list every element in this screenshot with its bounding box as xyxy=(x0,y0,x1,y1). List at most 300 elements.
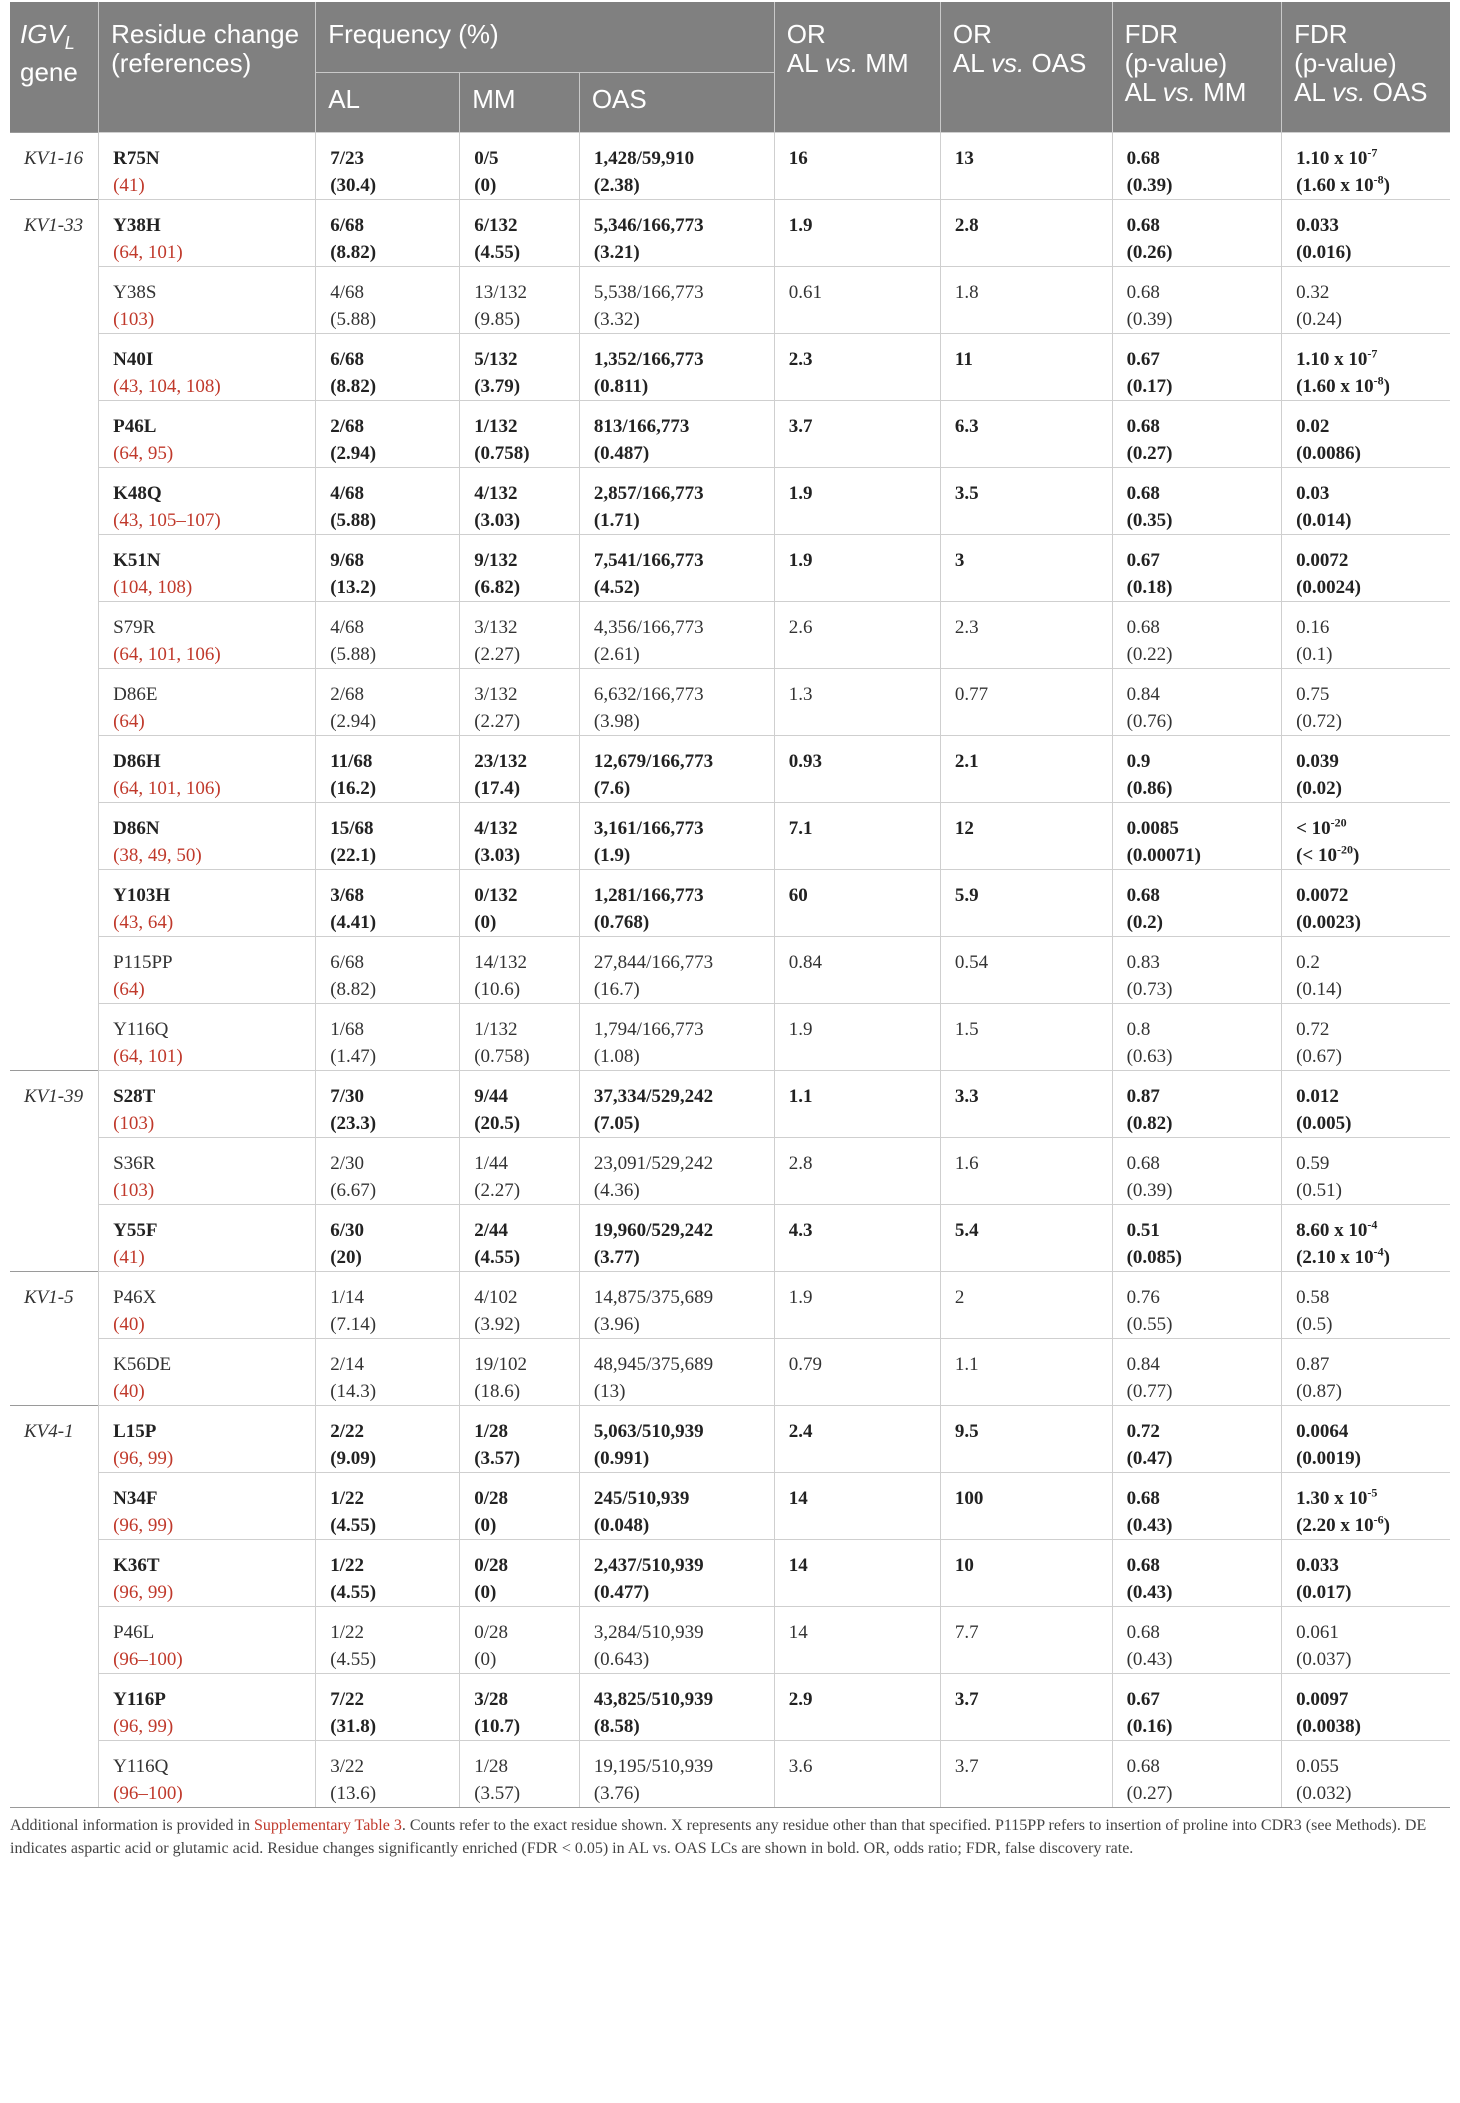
freq-mm: 3/132 xyxy=(474,684,518,705)
residue-refs[interactable]: (40) xyxy=(113,1314,145,1335)
or-al-oas-cell xyxy=(940,1004,1112,1071)
pvalue-al-oas: (0.0019) xyxy=(1296,1448,1361,1469)
or-al-mm-cell xyxy=(774,870,940,937)
freq-mm: 23/132 xyxy=(474,751,527,772)
residue-refs[interactable]: (64, 101, 106) xyxy=(113,644,221,665)
residue-refs[interactable]: (64, 101) xyxy=(113,242,183,263)
residue-change-table xyxy=(10,2,1450,1807)
fdr-al-oas: 0.0097 xyxy=(1296,1689,1349,1710)
freq-oas-pct: (3.77) xyxy=(593,1247,640,1268)
or-al-oas: 5.4 xyxy=(954,1220,979,1241)
pvalue-al-mm: (0.35) xyxy=(1126,510,1173,531)
freq-oas-cell xyxy=(579,1205,774,1272)
or-al-oas: 10 xyxy=(954,1555,974,1576)
freq-al-pct: (2.94) xyxy=(330,443,377,464)
pvalue-al-oas: (< $10^{-20}$) xyxy=(1296,842,1360,866)
residue-change-cell xyxy=(99,200,316,267)
table-row xyxy=(10,1607,1450,1674)
residue-change: Y116Q xyxy=(113,1756,169,1777)
freq-mm: 0/28 xyxy=(474,1488,508,1509)
or-al-oas: 6.3 xyxy=(954,416,979,437)
fdr-al-oas-cell xyxy=(1282,1138,1450,1205)
fdr-al-mm-cell xyxy=(1112,736,1281,803)
table-row xyxy=(10,736,1450,803)
fdr-al-oas-cell xyxy=(1282,1674,1450,1741)
fdr-al-oas-cell xyxy=(1282,334,1450,401)
residue-change: P46L xyxy=(113,1622,155,1643)
fdr-al-oas-cell xyxy=(1282,535,1450,602)
or-al-oas-cell xyxy=(940,1406,1112,1473)
freq-mm-pct: (3.03) xyxy=(474,510,521,531)
freq-al-cell xyxy=(316,1473,460,1540)
residue-refs[interactable]: (43, 64) xyxy=(113,912,174,933)
freq-mm-pct: (2.27) xyxy=(474,1180,521,1201)
gene-cell: KV1-5 xyxy=(10,1272,99,1339)
residue-change-cell xyxy=(99,1741,316,1808)
fdr-al-mm: 0.51 xyxy=(1126,1220,1160,1241)
fdr-al-oas-cell xyxy=(1282,133,1450,200)
freq-oas-pct: (3.76) xyxy=(593,1783,640,1804)
freq-oas-cell xyxy=(579,535,774,602)
or-al-mm: 14 xyxy=(788,1555,808,1576)
residue-change-cell xyxy=(99,669,316,736)
residue-change: R75N xyxy=(113,148,160,169)
freq-oas-cell xyxy=(579,1674,774,1741)
fdr-al-oas-cell xyxy=(1282,736,1450,803)
or-al-oas: 2.8 xyxy=(954,215,979,236)
table-footnote xyxy=(10,1807,1450,1860)
freq-al-cell xyxy=(316,334,460,401)
residue-refs[interactable]: (96, 99) xyxy=(113,1582,174,1603)
freq-al-pct: (6.67) xyxy=(330,1180,377,1201)
freq-al: 9/68 xyxy=(330,550,364,571)
gene-cell xyxy=(10,1004,99,1071)
pvalue-al-oas: (0.72) xyxy=(1296,711,1342,732)
freq-oas-cell xyxy=(579,1741,774,1808)
fdr-al-oas-cell xyxy=(1282,401,1450,468)
freq-oas-pct: (3.98) xyxy=(593,711,640,732)
freq-al: 2/30 xyxy=(330,1153,364,1174)
residue-change-cell xyxy=(99,1607,316,1674)
residue-change: D86N xyxy=(113,818,160,839)
freq-mm-cell xyxy=(460,736,580,803)
fdr-al-mm-cell xyxy=(1112,200,1281,267)
residue-refs[interactable]: (64, 101, 106) xyxy=(113,778,221,799)
or-al-mm-cell xyxy=(774,1741,940,1808)
or-al-oas-cell xyxy=(940,1071,1112,1138)
freq-oas-pct: (0.643) xyxy=(593,1649,650,1670)
gene-cell xyxy=(10,1138,99,1205)
residue-refs[interactable]: (43, 104, 108) xyxy=(113,376,221,397)
residue-refs[interactable]: (43, 105–107) xyxy=(113,510,221,531)
or-al-mm-cell xyxy=(774,200,940,267)
freq-al-cell xyxy=(316,736,460,803)
freq-oas: 1,428/59,910 xyxy=(593,148,695,169)
freq-al-cell xyxy=(316,1004,460,1071)
residue-change-cell xyxy=(99,334,316,401)
fdr-al-oas-cell xyxy=(1282,937,1450,1004)
freq-mm-cell xyxy=(460,468,580,535)
gene-cell xyxy=(10,1674,99,1741)
fdr-al-mm-cell xyxy=(1112,803,1281,870)
residue-change-cell xyxy=(99,1272,316,1339)
or-al-mm-cell xyxy=(774,1339,940,1406)
freq-al-pct: (13.6) xyxy=(330,1783,377,1804)
freq-al: 11/68 xyxy=(330,751,373,772)
freq-al-cell xyxy=(316,401,460,468)
fdr-al-oas: 8.60 x $10^{-4}$ xyxy=(1296,1217,1378,1241)
freq-mm-pct: (2.27) xyxy=(474,711,521,732)
or-al-oas-cell xyxy=(940,870,1112,937)
pvalue-al-mm: (0.86) xyxy=(1126,778,1173,799)
gene-cell xyxy=(10,669,99,736)
residue-refs[interactable]: (64, 101) xyxy=(113,1046,183,1067)
fdr-al-oas: 1.10 x $10^{-7}$ xyxy=(1296,346,1378,370)
fdr-al-oas-cell xyxy=(1282,1741,1450,1808)
fdr-al-oas: 0.58 xyxy=(1296,1287,1330,1308)
freq-mm: 9/132 xyxy=(474,550,518,571)
fdr-al-mm: 0.0085 xyxy=(1126,818,1179,839)
freq-mm-pct: (10.7) xyxy=(474,1716,521,1737)
residue-refs[interactable]: (96, 99) xyxy=(113,1448,174,1469)
fdr-al-oas-cell xyxy=(1282,669,1450,736)
table-row xyxy=(10,937,1450,1004)
freq-al: 2/14 xyxy=(330,1354,364,1375)
or-al-oas-cell xyxy=(940,200,1112,267)
pvalue-al-mm: (0.39) xyxy=(1126,1180,1173,1201)
table-row xyxy=(10,1540,1450,1607)
fdr-al-mm: 0.87 xyxy=(1126,1086,1160,1107)
freq-oas-cell xyxy=(579,468,774,535)
or-al-mm: 4.3 xyxy=(788,1220,813,1241)
residue-change-cell xyxy=(99,1339,316,1406)
or-al-mm: 2.9 xyxy=(788,1689,813,1710)
freq-mm-cell xyxy=(460,1205,580,1272)
header-oas: OAS xyxy=(579,73,774,133)
pvalue-al-mm: (0.22) xyxy=(1126,644,1173,665)
residue-change: P46L xyxy=(113,416,157,437)
freq-oas-cell xyxy=(579,1071,774,1138)
freq-mm-cell xyxy=(460,937,580,1004)
fdr-al-mm: 0.84 xyxy=(1126,1354,1160,1375)
or-al-oas-cell xyxy=(940,468,1112,535)
fdr-al-mm-cell xyxy=(1112,1741,1281,1808)
freq-al: 4/68 xyxy=(330,282,364,303)
or-al-mm-cell xyxy=(774,468,940,535)
or-al-oas: 3.5 xyxy=(954,483,979,504)
table-row xyxy=(10,1674,1450,1741)
freq-oas-cell xyxy=(579,803,774,870)
residue-change: K51N xyxy=(113,550,161,571)
freq-mm: 6/132 xyxy=(474,215,518,236)
fdr-al-mm: 0.67 xyxy=(1126,550,1160,571)
fdr-al-mm-cell xyxy=(1112,133,1281,200)
freq-mm-cell xyxy=(460,669,580,736)
freq-mm-pct: (0) xyxy=(474,1515,497,1536)
header-fdr-al-oas: FDR (p-value) AL vs. OAS xyxy=(1282,2,1450,133)
table-row xyxy=(10,602,1450,669)
residue-change: Y38S xyxy=(113,282,157,303)
fdr-al-mm-cell xyxy=(1112,401,1281,468)
residue-refs[interactable]: (64) xyxy=(113,979,145,1000)
freq-oas: 4,356/166,773 xyxy=(593,617,704,638)
freq-mm-pct: (3.92) xyxy=(474,1314,521,1335)
fdr-al-oas: 0.012 xyxy=(1296,1086,1339,1107)
or-al-mm: 1.9 xyxy=(788,215,813,236)
pvalue-al-oas: (1.60 x $10^{-8}$) xyxy=(1296,373,1390,397)
or-al-oas-cell xyxy=(940,133,1112,200)
table-row xyxy=(10,1741,1450,1808)
table-row xyxy=(10,669,1450,736)
freq-al-cell xyxy=(316,1674,460,1741)
residue-refs[interactable]: (41) xyxy=(113,1247,145,1268)
freq-oas-cell xyxy=(579,1406,774,1473)
footnote-text-post: . Counts refer to the exact residue shown. X represents any residue other than that specified. P115PP refers to insertion of proline into CDR3 (see Methods). DE indicates aspartic acid or glutamic acid. Residue changes significantly enriched (FDR < 0.05) in AL vs. OAS LCs are shown in bold. OR, odds ratio; FDR, false discovery rate. xyxy=(10,1817,1427,1857)
freq-al-pct: (31.8) xyxy=(330,1716,377,1737)
freq-mm-pct: (0.758) xyxy=(474,443,530,464)
freq-oas-pct: (0.768) xyxy=(593,912,650,933)
fdr-al-oas-cell xyxy=(1282,803,1450,870)
fdr-al-oas: 0.2 xyxy=(1296,952,1320,973)
residue-refs[interactable]: (96–100) xyxy=(113,1783,183,1804)
gene-cell xyxy=(10,1607,99,1674)
freq-al: 7/22 xyxy=(330,1689,364,1710)
freq-oas-cell xyxy=(579,669,774,736)
fdr-al-oas-cell xyxy=(1282,602,1450,669)
residue-change-cell xyxy=(99,803,316,870)
gene-cell xyxy=(10,468,99,535)
freq-oas-pct: (3.32) xyxy=(593,309,640,330)
or-al-mm: 14 xyxy=(788,1622,808,1643)
residue-change-cell xyxy=(99,870,316,937)
residue-change: Y103H xyxy=(113,885,171,906)
freq-al-cell xyxy=(316,937,460,1004)
freq-mm-cell xyxy=(460,401,580,468)
fdr-al-mm-cell xyxy=(1112,468,1281,535)
residue-change: N34F xyxy=(113,1488,158,1509)
fdr-al-oas: 1.10 x $10^{-7}$ xyxy=(1296,145,1378,169)
or-al-mm: 2.4 xyxy=(788,1421,813,1442)
fdr-al-mm-cell xyxy=(1112,1674,1281,1741)
or-al-mm: 16 xyxy=(788,148,808,169)
freq-al: 1/14 xyxy=(330,1287,364,1308)
residue-refs[interactable]: (103) xyxy=(113,1180,155,1201)
supplementary-table-link[interactable]: Supplementary Table 3 xyxy=(253,1817,402,1834)
fdr-al-mm-cell xyxy=(1112,1607,1281,1674)
fdr-al-mm: 0.72 xyxy=(1126,1421,1160,1442)
residue-refs[interactable]: (104, 108) xyxy=(113,577,193,598)
pvalue-al-oas: (0.0038) xyxy=(1296,1716,1361,1737)
or-al-oas-cell xyxy=(940,1473,1112,1540)
freq-mm-pct: (17.4) xyxy=(474,778,521,799)
freq-oas-cell xyxy=(579,1339,774,1406)
pvalue-al-oas: (0.0086) xyxy=(1296,443,1361,464)
or-al-oas: 0.77 xyxy=(954,684,989,705)
residue-change-cell xyxy=(99,1004,316,1071)
freq-mm-cell xyxy=(460,267,580,334)
freq-mm-pct: (3.57) xyxy=(474,1783,521,1804)
fdr-al-oas: 0.16 xyxy=(1296,617,1330,638)
freq-al: 7/23 xyxy=(330,148,364,169)
freq-al-cell xyxy=(316,1138,460,1205)
freq-mm: 0/5 xyxy=(474,148,499,169)
header-or-al-mm: OR AL vs. MM xyxy=(774,2,940,133)
pvalue-al-mm: (0.27) xyxy=(1126,443,1173,464)
or-al-oas: 7.7 xyxy=(954,1622,979,1643)
or-al-mm: 2.8 xyxy=(788,1153,813,1174)
header-fdr-al-mm: FDR (p-value) AL vs. MM xyxy=(1112,2,1281,133)
fdr-al-mm: 0.68 xyxy=(1126,483,1160,504)
freq-al-cell xyxy=(316,1272,460,1339)
fdr-al-mm-cell xyxy=(1112,535,1281,602)
residue-change: S36R xyxy=(113,1153,156,1174)
freq-oas: 19,195/510,939 xyxy=(593,1756,714,1777)
or-al-oas-cell xyxy=(940,1674,1112,1741)
or-al-oas: 3.7 xyxy=(954,1689,979,1710)
freq-oas-pct: (1.08) xyxy=(593,1046,640,1067)
residue-change-cell xyxy=(99,1674,316,1741)
or-al-mm-cell xyxy=(774,1004,940,1071)
residue-refs[interactable]: (103) xyxy=(113,309,155,330)
freq-oas-pct: (2.61) xyxy=(593,644,640,665)
freq-al: 2/68 xyxy=(330,684,364,705)
fdr-al-mm-cell xyxy=(1112,1272,1281,1339)
pvalue-al-oas: (0.016) xyxy=(1296,242,1352,263)
or-al-mm-cell xyxy=(774,803,940,870)
or-al-oas-cell xyxy=(940,602,1112,669)
freq-al-pct: (8.82) xyxy=(330,242,377,263)
or-al-oas-cell xyxy=(940,669,1112,736)
freq-oas-pct: (0.991) xyxy=(593,1448,650,1469)
freq-mm: 4/132 xyxy=(474,483,518,504)
freq-al: 6/68 xyxy=(330,349,364,370)
freq-oas-pct: (8.58) xyxy=(593,1716,640,1737)
residue-refs[interactable]: (64, 95) xyxy=(113,443,174,464)
or-al-mm: 1.1 xyxy=(788,1086,813,1107)
freq-oas: 43,825/510,939 xyxy=(593,1689,714,1710)
gene-cell: KV1-33 xyxy=(10,200,99,267)
freq-al: 2/22 xyxy=(330,1421,364,1442)
freq-oas: 7,541/166,773 xyxy=(593,550,704,571)
residue-change-cell xyxy=(99,401,316,468)
fdr-al-mm: 0.68 xyxy=(1126,1153,1160,1174)
freq-oas-cell xyxy=(579,937,774,1004)
residue-refs[interactable]: (103) xyxy=(113,1113,155,1134)
residue-refs[interactable]: (96–100) xyxy=(113,1649,183,1670)
freq-oas: 245/510,939 xyxy=(593,1488,690,1509)
or-al-mm: 3.7 xyxy=(788,416,813,437)
freq-mm: 0/28 xyxy=(474,1555,508,1576)
freq-al-pct: (1.47) xyxy=(330,1046,377,1067)
residue-change: S79R xyxy=(113,617,156,638)
fdr-al-oas-cell xyxy=(1282,1071,1450,1138)
table-row xyxy=(10,200,1450,267)
freq-mm-pct: (4.55) xyxy=(474,1247,521,1268)
freq-oas-pct: (1.9) xyxy=(593,845,631,866)
freq-mm: 19/102 xyxy=(474,1354,527,1375)
gene-cell: KV1-16 xyxy=(10,133,99,200)
residue-change: Y55F xyxy=(113,1220,158,1241)
fdr-al-mm-cell xyxy=(1112,602,1281,669)
freq-al-pct: (20) xyxy=(330,1247,362,1268)
freq-oas-pct: (0.048) xyxy=(593,1515,650,1536)
header-or-al-oas: OR AL vs. OAS xyxy=(940,2,1112,133)
or-al-oas: 2.1 xyxy=(954,751,979,772)
freq-al: 6/30 xyxy=(330,1220,364,1241)
or-al-oas: 13 xyxy=(954,148,974,169)
freq-al: 4/68 xyxy=(330,483,364,504)
table-row xyxy=(10,1205,1450,1272)
freq-oas: 2,857/166,773 xyxy=(593,483,704,504)
table-header xyxy=(10,2,1450,133)
or-al-mm-cell xyxy=(774,1272,940,1339)
or-al-mm: 2.6 xyxy=(788,617,813,638)
freq-mm: 1/28 xyxy=(474,1756,508,1777)
residue-refs[interactable]: (96, 99) xyxy=(113,1716,174,1737)
fdr-al-oas-cell xyxy=(1282,1473,1450,1540)
residue-refs[interactable]: (40) xyxy=(113,1381,145,1402)
freq-al-pct: (4.41) xyxy=(330,912,377,933)
table-row xyxy=(10,401,1450,468)
residue-refs[interactable]: (64) xyxy=(113,711,145,732)
fdr-al-oas-cell xyxy=(1282,468,1450,535)
residue-change-cell xyxy=(99,1473,316,1540)
freq-al-cell xyxy=(316,1406,460,1473)
freq-mm: 13/132 xyxy=(474,282,527,303)
pvalue-al-mm: (0.47) xyxy=(1126,1448,1173,1469)
table-row xyxy=(10,1339,1450,1406)
residue-change-cell xyxy=(99,1540,316,1607)
freq-al-pct: (13.2) xyxy=(330,577,377,598)
fdr-al-oas: < $10^{-20}$ xyxy=(1296,815,1347,839)
freq-al-pct: (23.3) xyxy=(330,1113,377,1134)
or-al-oas: 0.54 xyxy=(954,952,989,973)
freq-al-cell xyxy=(316,1540,460,1607)
freq-al-pct: (8.82) xyxy=(330,376,377,397)
freq-al-pct: (4.55) xyxy=(330,1582,377,1603)
residue-change: D86E xyxy=(113,684,158,705)
pvalue-al-mm: (0.16) xyxy=(1126,1716,1173,1737)
freq-mm: 9/44 xyxy=(474,1086,508,1107)
freq-al: 6/68 xyxy=(330,215,364,236)
residue-refs[interactable]: (38, 49, 50) xyxy=(113,845,202,866)
freq-al-pct: (2.94) xyxy=(330,711,377,732)
gene-cell: KV1-39 xyxy=(10,1071,99,1138)
or-al-oas-cell xyxy=(940,1607,1112,1674)
freq-mm: 1/44 xyxy=(474,1153,508,1174)
freq-al-pct: (22.1) xyxy=(330,845,377,866)
or-al-mm: 1.9 xyxy=(788,1019,813,1040)
or-al-oas-cell xyxy=(940,736,1112,803)
freq-al-cell xyxy=(316,602,460,669)
freq-mm-pct: (0) xyxy=(474,1582,497,1603)
fdr-al-mm-cell xyxy=(1112,1473,1281,1540)
or-al-mm-cell xyxy=(774,1071,940,1138)
freq-al-pct: (5.88) xyxy=(330,510,377,531)
residue-refs[interactable]: (96, 99) xyxy=(113,1515,174,1536)
freq-oas-pct: (4.52) xyxy=(593,577,640,598)
freq-al-cell xyxy=(316,669,460,736)
residue-refs[interactable]: (41) xyxy=(113,175,145,196)
or-al-mm-cell xyxy=(774,736,940,803)
pvalue-al-oas: (0.017) xyxy=(1296,1582,1352,1603)
pvalue-al-oas: (0.51) xyxy=(1296,1180,1342,1201)
gene-cell xyxy=(10,1339,99,1406)
residue-change: Y38H xyxy=(113,215,161,236)
freq-al-pct: (9.09) xyxy=(330,1448,377,1469)
freq-al-cell xyxy=(316,267,460,334)
freq-oas-cell xyxy=(579,1540,774,1607)
